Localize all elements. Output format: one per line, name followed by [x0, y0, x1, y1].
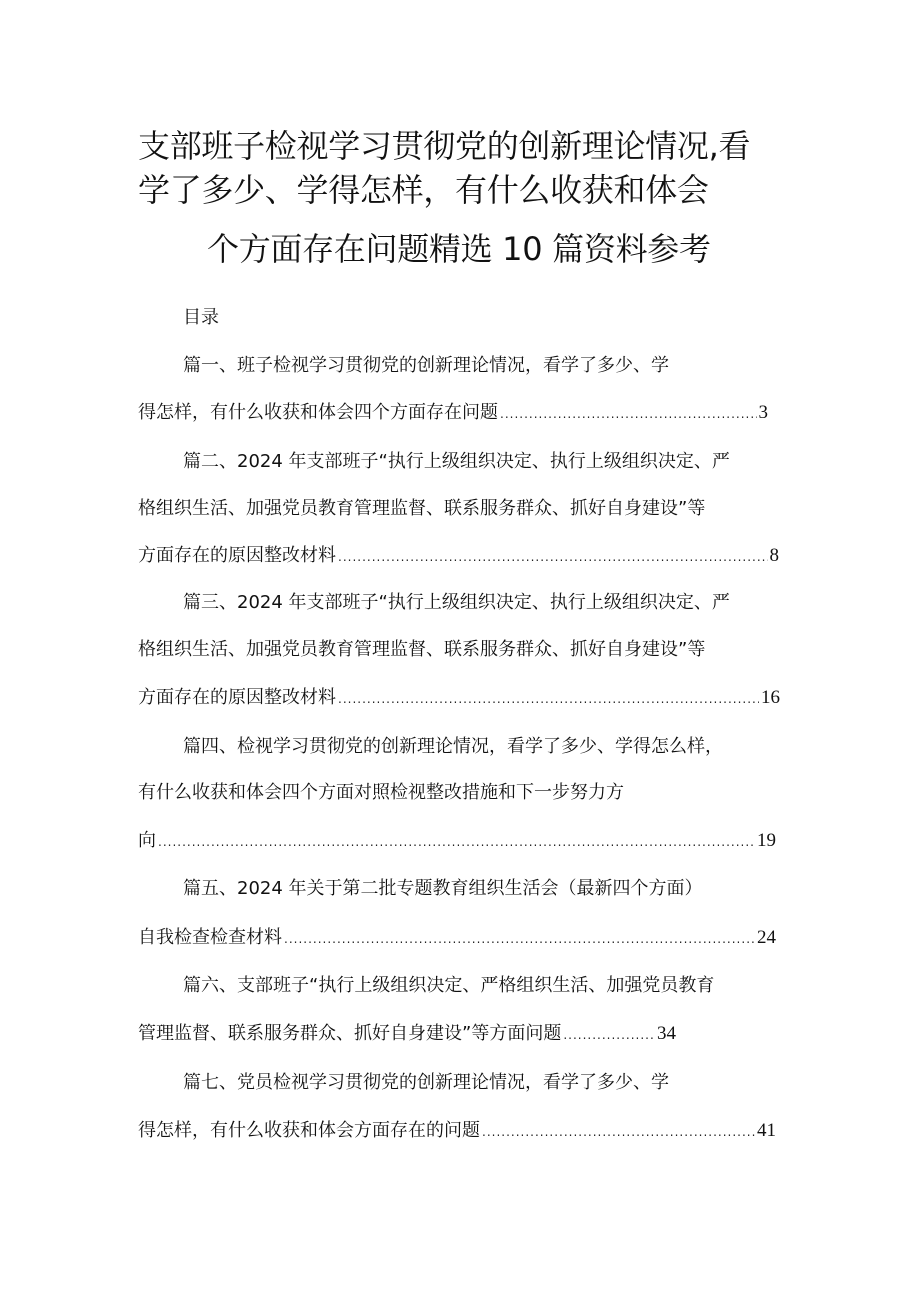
- toc-entry-3-page: 16: [761, 687, 780, 708]
- toc-leader-dots: [482, 1119, 755, 1145]
- toc-leader-dots: [338, 686, 759, 712]
- toc-entry-3-line-2: 格组织生活、加强党员教育管理监督、联系服务群众、抓好自身建设”等: [138, 639, 706, 660]
- toc-entry-7-line-1: 篇七、党员检视学习贯彻党的创新理论情况，看学了多少、学: [183, 1072, 669, 1093]
- document-title-line-3: 个方面存在问题精选 10 篇资料参考: [207, 230, 711, 268]
- toc-heading: 目录: [183, 307, 219, 328]
- toc-entry-4-page: 19: [757, 830, 776, 851]
- toc-entry-2-text: 方面存在的原因整改材料: [138, 545, 336, 566]
- document-title-line-2: 学了多少、学得怎样，有什么收获和体会: [138, 171, 709, 209]
- toc-entry-6-line-1: 篇六、支部班子“执行上级组织决定、严格组织生活、加强党员教育: [183, 975, 715, 996]
- toc-leader-dots: [563, 1022, 655, 1048]
- toc-entry-7-last-line[interactable]: [138, 1118, 776, 1145]
- toc-entry-2-line-1: 篇二、2024 年支部班子“执行上级组织决定、执行上级组织决定、严: [183, 451, 730, 472]
- toc-entry-2-last-line[interactable]: [138, 543, 779, 570]
- toc-entry-5-text: 自我检查检查材料: [138, 927, 282, 948]
- toc-entry-5-line-1: 篇五、2024 年关于第二批专题教育组织生活会（最新四个方面）: [183, 878, 703, 899]
- toc-entry-3-last-line[interactable]: [138, 685, 780, 712]
- toc-entry-5-last-line[interactable]: [138, 925, 776, 952]
- toc-leader-dots: [338, 544, 768, 570]
- toc-entry-7-page: 41: [757, 1120, 776, 1141]
- toc-entry-7-text: 得怎样，有什么收获和体会方面存在的问题: [138, 1120, 480, 1141]
- toc-entry-1-line-1: 篇一、班子检视学习贯彻党的创新理论情况，看学了多少、学: [183, 355, 669, 376]
- toc-leader-dots: [284, 926, 755, 952]
- toc-entry-1-last-line[interactable]: [138, 400, 768, 427]
- toc-entry-6-last-line[interactable]: [138, 1021, 676, 1048]
- document-title-line-1: 支部班子检视学习贯彻党的创新理论情况,看: [138, 127, 751, 165]
- toc-entry-3-line-1: 篇三、2024 年支部班子“执行上级组织决定、执行上级组织决定、严: [183, 592, 730, 613]
- toc-entry-4-last-line[interactable]: [138, 828, 776, 855]
- toc-entry-6-page: 34: [657, 1023, 676, 1044]
- toc-entry-3-text: 方面存在的原因整改材料: [138, 687, 336, 708]
- toc-entry-5-page: 24: [757, 927, 776, 948]
- toc-entry-1-text: 得怎样，有什么收获和体会四个方面存在问题: [138, 402, 498, 423]
- toc-entry-6-text: 管理监督、联系服务群众、抓好自身建设”等方面问题: [138, 1023, 562, 1044]
- toc-entry-4-line-1: 篇四、检视学习贯彻党的创新理论情况，看学了多少、学得怎么样，: [183, 736, 723, 757]
- toc-entry-1-page: 3: [758, 402, 768, 423]
- toc-entry-4-line-2: 有什么收获和体会四个方面对照检视整改措施和下一步努力方: [138, 782, 624, 803]
- toc-entry-2-page: 8: [769, 545, 779, 566]
- toc-entry-2-line-2: 格组织生活、加强党员教育管理监督、联系服务群众、抓好自身建设”等: [138, 498, 706, 519]
- toc-leader-dots: [500, 401, 757, 427]
- toc-entry-4-text: 向: [138, 830, 156, 851]
- toc-leader-dots: [158, 829, 755, 855]
